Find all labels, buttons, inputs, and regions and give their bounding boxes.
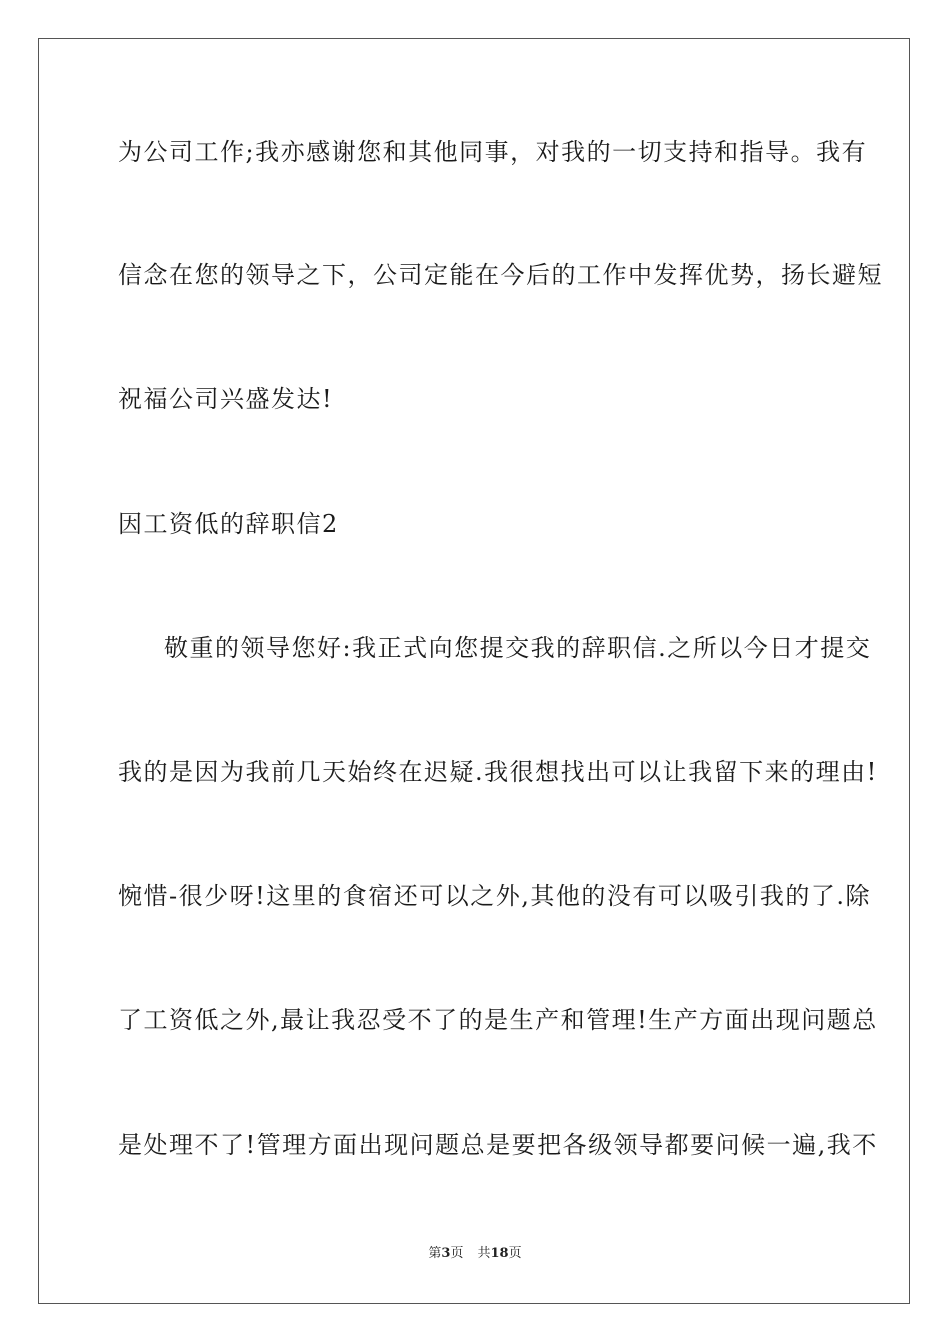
- body-line-8: 了工资低之外,最让我忍受不了的是生产和管理!生产方面出现问题总: [118, 1006, 878, 1034]
- page-border: [38, 38, 910, 1304]
- body-line-1: 为公司工作;我亦感谢您和其他同事，对我的一切支持和指导。我有: [118, 138, 868, 166]
- body-line-6: 我的是因为我前几天始终在迟疑.我很想找出可以让我留下来的理由!: [118, 758, 878, 786]
- footer-page-prefix: 第: [428, 1246, 442, 1261]
- footer-page-suffix: 页: [450, 1246, 464, 1261]
- body-line-3: 祝福公司兴盛发达!: [118, 385, 334, 413]
- body-line-2: 信念在您的领导之下，公司定能在今后的工作中发挥优势，扬长避短: [118, 261, 883, 289]
- footer-total-prefix: 共: [477, 1246, 491, 1261]
- footer-page-number: 3: [441, 1246, 451, 1261]
- body-line-7: 惋惜-很少呀!这里的食宿还可以之外,其他的没有可以吸引我的了.除: [118, 882, 872, 910]
- page-footer: [0, 1245, 950, 1263]
- footer-total-suffix: 页: [508, 1246, 522, 1261]
- body-line-5: 敬重的领导您好:我正式向您提交我的辞职信.之所以今日才提交: [164, 634, 872, 662]
- section-heading: 因工资低的辞职信2: [118, 510, 339, 538]
- footer-total-number: 18: [490, 1246, 509, 1261]
- body-line-9: 是处理不了!管理方面出现问题总是要把各级领导都要问候一遍,我不: [118, 1131, 878, 1159]
